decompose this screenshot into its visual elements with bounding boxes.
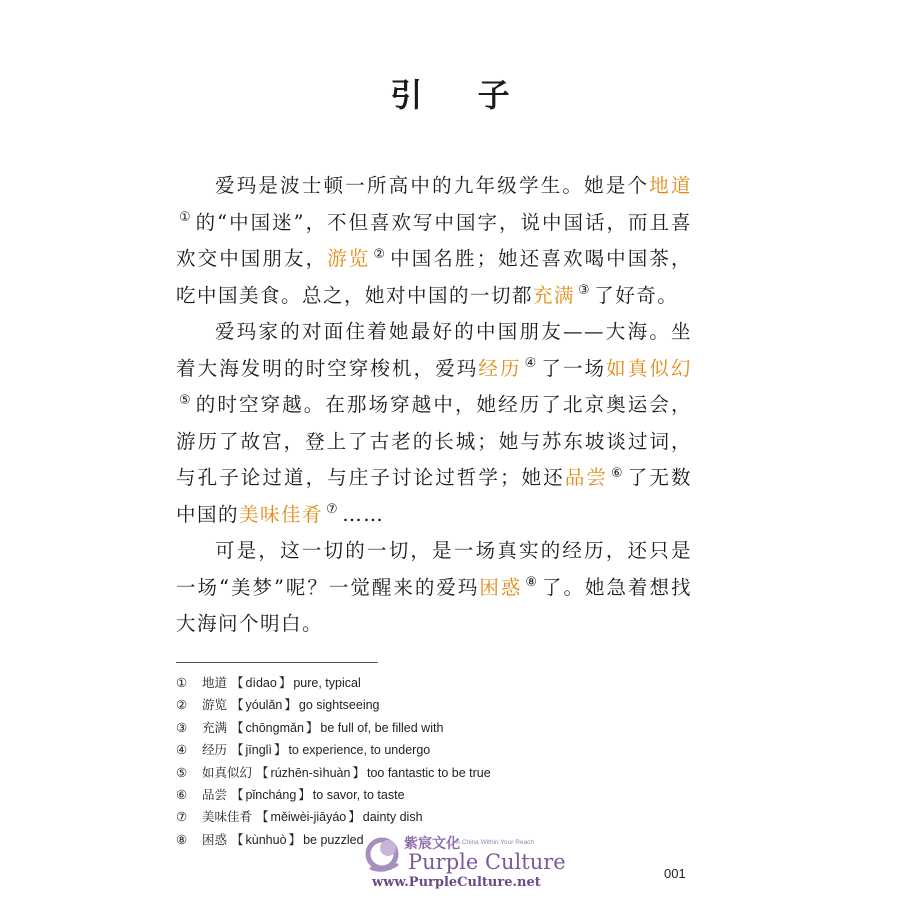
highlighted-word: 品尝 [564,466,609,489]
main-text [176,168,692,643]
watermark-chinese-name: 紫宸文化 [404,836,460,852]
footnote-pinyin: rúzhēn-sìhuàn [270,765,351,780]
text-run: 了无数中国的 [176,466,692,526]
watermark-tagline: A China Within Your Reach [456,839,535,846]
footnote-ref: ⑥ [611,465,625,481]
footnote-word: 美味佳肴 [202,810,253,825]
footnote-definition: pure, typical [293,676,361,690]
footnote-definition: to experience, to undergo [288,743,431,758]
bracket-open: 【 [231,698,244,713]
highlighted-word: 美味佳肴 [239,502,324,526]
footnote-pinyin: jīnglì [245,743,272,758]
footnote-number: ⑤ [176,765,188,780]
footnote-definition: too fantastic to be true [366,765,491,780]
footnote-pinyin: yóulǎn [245,698,283,713]
footnote-item [176,806,676,828]
text-run: 中国名胜；她还喜欢喝中国茶，吃中国美食。总之，她对中国的一切都 [176,247,692,307]
footnote-ref: ⑦ [326,502,340,517]
text-run: …… [342,502,385,526]
bracket-close: 】 [288,832,302,847]
watermark-brand: Purple Culture [408,850,566,874]
bracket-close: 】 [352,765,365,780]
footnote-divider [176,662,378,663]
footnote-number: ④ [176,743,188,758]
footnote-definition: dainty dish [362,810,423,825]
footnote-ref: ⑤ [179,392,193,408]
highlighted-word: 游览 [327,247,371,270]
footnote-pinyin: dìdao [245,676,277,690]
text-run: 爱玛家的对面住着她最好的中国朋友——大海。坐着大海发明的时空穿梭机，爱玛 [176,320,692,380]
text-run: 的时空穿越。在那场穿越中，她经历了北京奥运会，游历了故宫，登上了古老的长城；她与苏东坡谈过词，与孔子论过道，与庄子讨论过哲学；她还 [176,393,692,489]
bracket-open: 【 [256,810,269,825]
highlighted-word: 充满 [533,283,576,307]
footnote-ref: ① [179,210,193,225]
text-run: 可是，这一切的一切，是一场真实的经历，还只是一场“美梦”呢？一觉醒来的爱玛 [176,539,692,599]
footnote-ref: ⑧ [525,575,540,590]
footnote-definition: be full of, be filled with [320,720,444,735]
footnote-number: ② [176,698,188,713]
bracket-open: 【 [231,787,244,802]
page-title: 引 子 [390,76,532,114]
paragraph-3 [176,533,692,643]
text-run: 了好奇。 [594,283,679,307]
footnote-number: ⑧ [176,832,188,847]
footnotes [176,672,676,851]
watermark-site: www.PurpleCulture.net [372,875,541,890]
footnote-item [176,717,676,739]
footnote-number: ⑥ [176,787,188,802]
footnote-pinyin: měiwèi-jiāyáo [270,810,347,825]
bracket-close: 】 [284,698,297,713]
footnote-word: 地道 [202,676,228,690]
footnote-ref: ④ [524,356,539,371]
bracket-close: 】 [278,676,292,690]
bracket-open: 【 [256,765,269,780]
footnote-number: ① [176,676,188,690]
bracket-close: 】 [298,787,311,802]
bracket-open: 【 [231,676,244,690]
footnote-pinyin: pǐncháng [245,787,297,802]
page-number: 001 [664,866,686,881]
bracket-close: 】 [348,810,361,825]
footnote-pinyin: chōngmǎn [245,720,304,735]
text-run: 了一场 [541,356,607,380]
footnote-word: 困惑 [202,832,228,847]
footnote-item [176,672,676,694]
highlighted-word: 如真似幻 [606,356,692,380]
bracket-open: 【 [231,832,244,847]
footnote-item [176,762,676,784]
footnote-ref: ③ [578,283,592,298]
footnote-ref: ② [373,246,388,262]
footnote-item [176,739,676,761]
text-run: 爱玛是波士顿一所高中的九年级学生。她是个 [215,174,650,197]
footnote-number: ③ [176,720,188,735]
bracket-open: 【 [231,720,244,735]
footnote-word: 品尝 [202,787,228,802]
text-run: 了。她急着想找大海问个明白。 [176,575,692,635]
bracket-close: 】 [305,720,319,735]
footnote-word: 充满 [202,720,228,735]
footnote-word: 如真似幻 [202,765,253,780]
bracket-close: 】 [273,743,287,758]
footnote-word: 游览 [202,698,228,713]
footnote-word: 经历 [202,743,228,758]
highlighted-word: 地道 [649,174,692,197]
text-run: 的“中国迷”，不但喜欢写中国字，说中国话，而且喜欢交中国朋友， [176,210,692,270]
highlighted-word: 经历 [478,356,522,380]
highlighted-word: 困惑 [479,575,523,599]
footnote-definition: go sightseeing [298,698,380,713]
footnote-definition: be puzzled [303,832,364,847]
footnote-definition: to savor, to taste [312,787,405,802]
footnote-item [176,784,676,806]
footnote-item [176,694,676,716]
footnote-number: ⑦ [176,810,188,825]
paragraph-1 [176,168,692,314]
footnote-pinyin: kùnhuò [245,832,287,847]
paragraph-2 [176,314,692,533]
bracket-open: 【 [231,743,244,758]
